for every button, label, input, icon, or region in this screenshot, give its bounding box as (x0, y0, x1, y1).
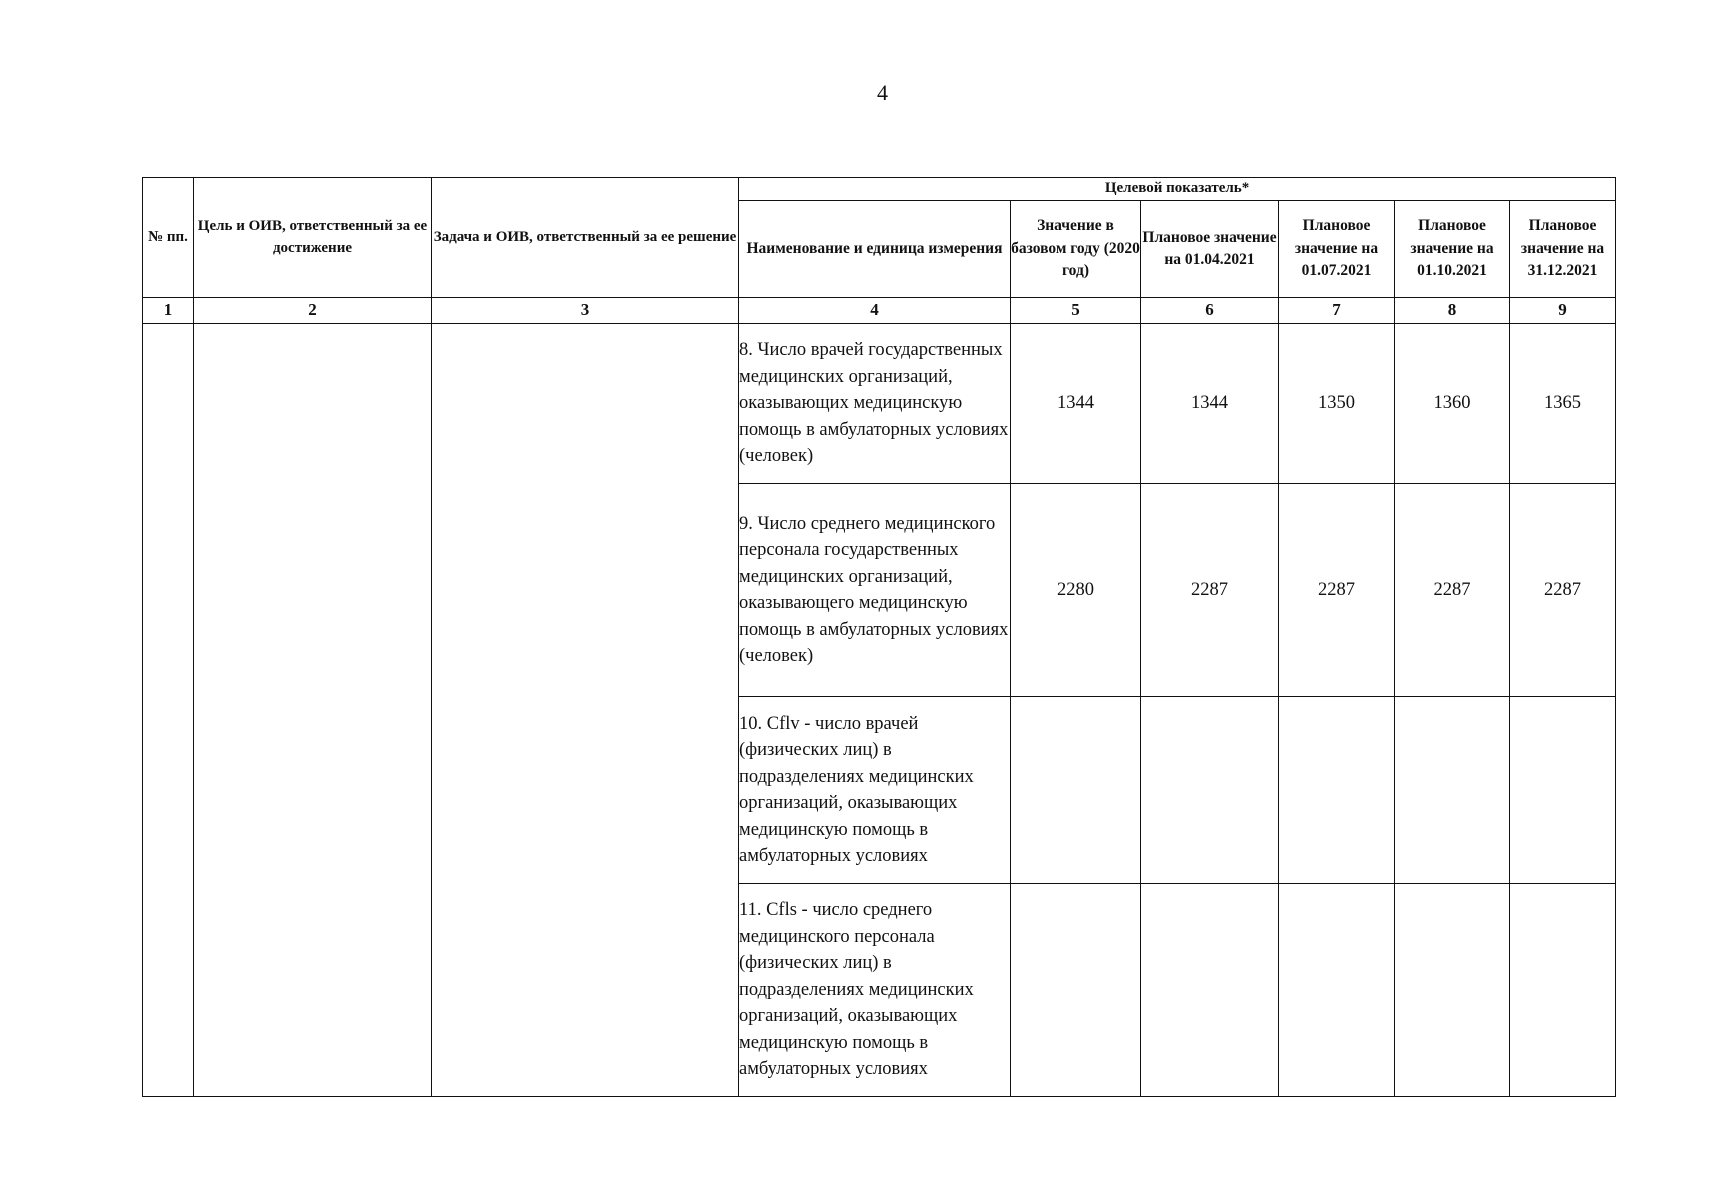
plan-q2-value (1279, 884, 1395, 1097)
column-number: 4 (739, 298, 1011, 324)
base-value (1011, 697, 1141, 884)
base-value (1011, 884, 1141, 1097)
column-number: 2 (194, 298, 432, 324)
column-number: 5 (1011, 298, 1141, 324)
plan-q3-value (1395, 884, 1510, 1097)
task-cell (432, 324, 739, 1097)
header-plan-q2: Плановое значение на 01.07.2021 (1279, 201, 1395, 298)
column-number: 1 (143, 298, 194, 324)
base-value: 2280 (1011, 484, 1141, 697)
plan-q4-value: 2287 (1510, 484, 1616, 697)
plan-q3-value: 2287 (1395, 484, 1510, 697)
plan-q3-value: 1360 (1395, 324, 1510, 484)
plan-q4-value: 1365 (1510, 324, 1616, 484)
column-number: 9 (1510, 298, 1616, 324)
header-no: № пп. (143, 178, 194, 298)
goal-cell (194, 324, 432, 1097)
header-plan-q1: Плановое значение на 01.04.2021 (1141, 201, 1279, 298)
column-number: 8 (1395, 298, 1510, 324)
page-number: 4 (877, 80, 888, 105)
plan-q1-value (1141, 697, 1279, 884)
plan-q1-value: 1344 (1141, 324, 1279, 484)
header-plan-q3: Плановое значение на 01.10.2021 (1395, 201, 1510, 298)
indicator-name: 11. Cfls - число среднего медицинского персонала (физических лиц) в подразделениях медицинских организаций, оказывающих медицинскую помощь в амбулаторных условиях (739, 884, 1011, 1097)
plan-q2-value (1279, 697, 1395, 884)
plan-q3-value (1395, 697, 1510, 884)
header-base-value: Значение в базовом году (2020 год) (1011, 201, 1141, 298)
no-cell (143, 324, 194, 1097)
plan-q1-value: 2287 (1141, 484, 1279, 697)
column-number: 7 (1279, 298, 1395, 324)
table-row (143, 324, 1616, 484)
plan-q4-value (1510, 697, 1616, 884)
plan-q4-value (1510, 884, 1616, 1097)
base-value: 1344 (1011, 324, 1141, 484)
header-plan-q4: Плановое значение на 31.12.2021 (1510, 201, 1616, 298)
target-indicators-table (142, 177, 1616, 1097)
indicator-name: 9. Число среднего медицинского персонала государственных медицинских организаций, оказывающего медицинскую помощь в амбулаторных условиях (человек) (739, 484, 1011, 697)
header-name: Наименование и единица измерения (739, 201, 1011, 298)
column-number: 3 (432, 298, 739, 324)
indicator-name: 8. Число врачей государственных медицинских организаций, оказывающих медицинскую помощь в амбулаторных условиях (человек) (739, 324, 1011, 484)
header-task: Задача и ОИВ, ответственный за ее решение (432, 178, 739, 298)
header-target-indicator: Целевой показатель* (739, 178, 1616, 201)
column-number: 6 (1141, 298, 1279, 324)
plan-q2-value: 1350 (1279, 324, 1395, 484)
header-goal: Цель и ОИВ, ответственный за ее достижение (194, 178, 432, 298)
plan-q1-value (1141, 884, 1279, 1097)
indicator-name: 10. Cflv - число врачей (физических лиц) в подразделениях медицинских организаций, оказывающих медицинскую помощь в амбулаторных условиях (739, 697, 1011, 884)
plan-q2-value: 2287 (1279, 484, 1395, 697)
